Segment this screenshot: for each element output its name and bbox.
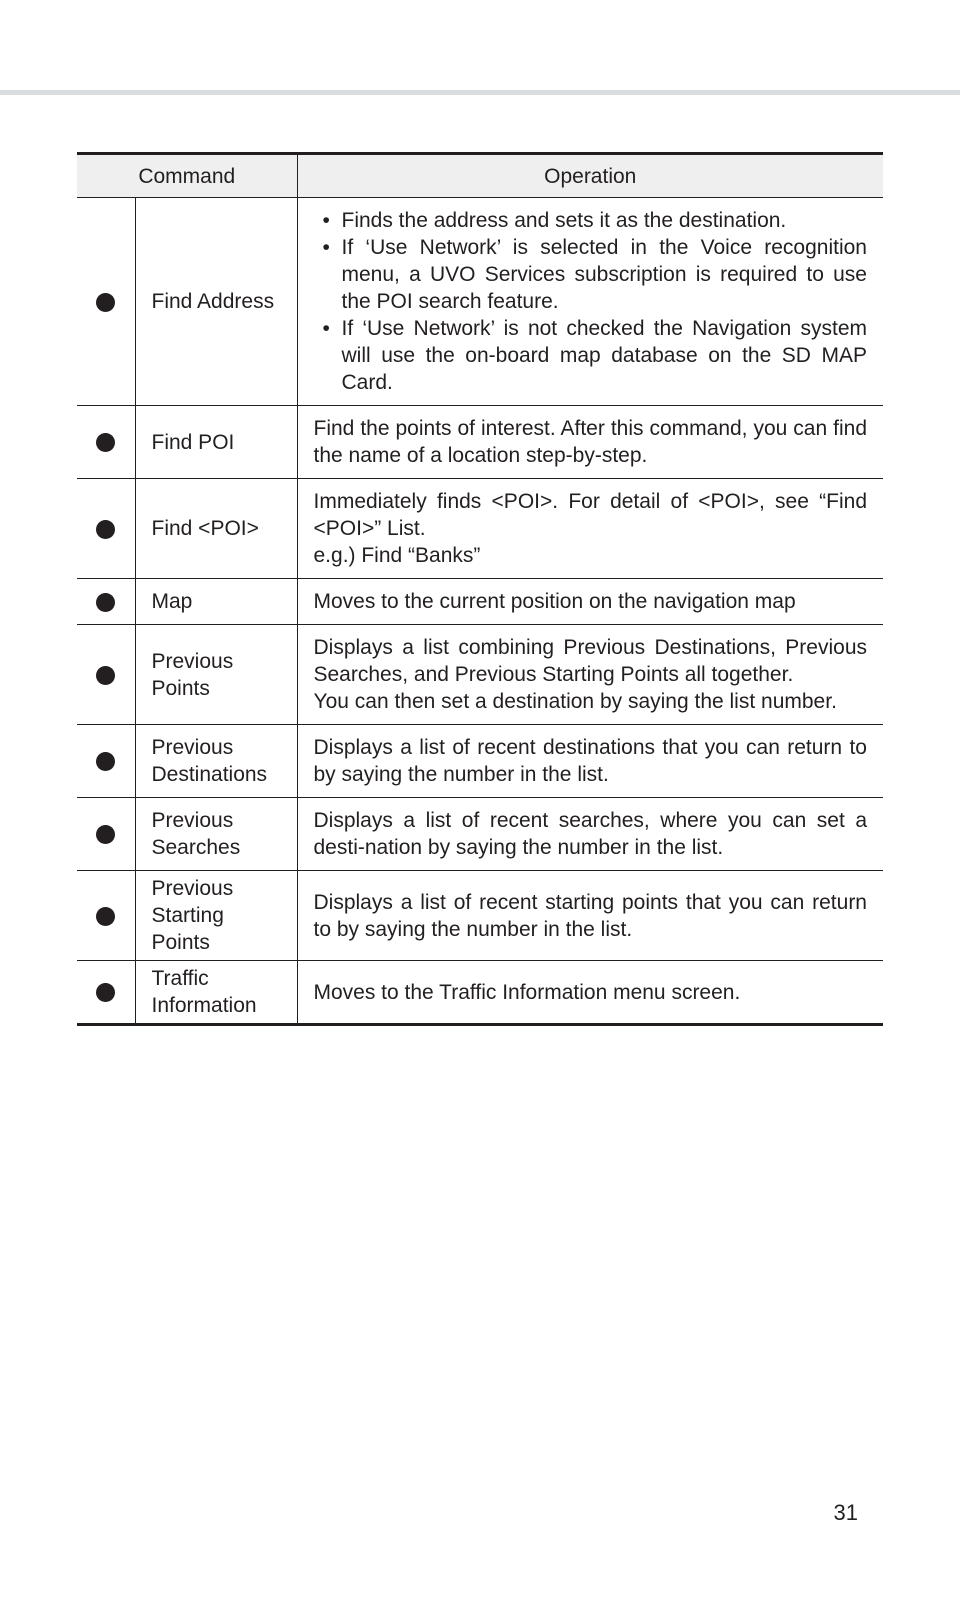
command-label-line: Traffic xyxy=(151,967,209,990)
header-command: Command xyxy=(77,154,297,198)
voice-command-table xyxy=(77,152,883,1026)
command-label-line: Previous xyxy=(151,877,234,900)
operation-text xyxy=(297,871,883,961)
command-label-line: Destinations xyxy=(151,763,268,786)
voice-command-icon xyxy=(96,433,115,452)
table-row xyxy=(77,479,883,579)
operation-line: Displays a list combining Previous Destinations, Previous Searches, and Previous Starting Points all together. xyxy=(313,636,867,686)
operation-line: Moves to the current position on the navigation map xyxy=(313,590,796,613)
voice-command-icon xyxy=(96,293,115,312)
command-label: Find <POI> xyxy=(135,479,297,579)
header-rule xyxy=(0,90,960,95)
command-label-line: Information xyxy=(151,994,257,1017)
operation-line: You can then set a destination by saying the list number. xyxy=(313,690,837,713)
list-item: • If ‘Use Network’ is not checked the Navigation system will use the on-board map database on the SD MAP Card. xyxy=(314,315,868,396)
operation-text xyxy=(297,625,883,725)
table-row xyxy=(77,406,883,479)
voice-command-icon xyxy=(96,907,115,926)
command-label-line: Points xyxy=(151,676,210,700)
table-row xyxy=(77,198,883,406)
operation-text xyxy=(297,798,883,871)
operation-text xyxy=(297,725,883,798)
voice-command-icon xyxy=(96,752,115,771)
command-label-line: Previous xyxy=(151,809,234,832)
page-number: 31 xyxy=(833,1500,858,1525)
command-label-line: Starting xyxy=(151,904,224,927)
voice-command-icon xyxy=(96,666,115,685)
operation-line: Displays a list of recent destinations that you can return to by saying the number in the list. xyxy=(313,736,867,786)
table-row xyxy=(77,798,883,871)
command-label xyxy=(135,871,297,961)
command-label-line: Points xyxy=(151,931,210,954)
command-label: Find Address xyxy=(135,198,297,406)
operation-line: Displays a list of recent searches, where you can set a desti-nation by saying the number in the list. xyxy=(313,809,867,859)
operation-line: Moves to the Traffic Information menu screen. xyxy=(313,980,741,1004)
list-item: • If ‘Use Network’ is selected in the Voice recognition menu, a UVO Services subscription is required to use the POI search feature. xyxy=(314,234,868,315)
command-label xyxy=(135,961,297,1025)
operation-line: Immediately finds <POI>. For detail of <POI>, see “Find <POI>” List. xyxy=(313,490,867,540)
table-row xyxy=(77,961,883,1025)
command-label-line: Searches xyxy=(151,836,241,859)
table-row xyxy=(77,725,883,798)
command-label: Map xyxy=(135,579,297,625)
operation-line: Find the points of interest. After this command, you can find the name of a location step-by-step. xyxy=(313,417,867,467)
list-item: • Finds the address and sets it as the destination. xyxy=(314,207,868,234)
operation-text xyxy=(297,961,883,1025)
voice-command-icon xyxy=(96,983,115,1002)
command-label xyxy=(135,625,297,725)
operation-line: e.g.) Find “Banks” xyxy=(313,544,481,567)
operation-text xyxy=(297,579,883,625)
operation-line: Displays a list of recent starting points that you can return to by saying the number in the list. xyxy=(313,890,867,941)
voice-command-icon xyxy=(96,825,115,844)
table-row xyxy=(77,871,883,961)
operation-text xyxy=(297,198,883,406)
table-header-row xyxy=(77,154,883,198)
table-row xyxy=(77,625,883,725)
voice-command-icon xyxy=(96,593,115,612)
voice-command-icon xyxy=(96,520,115,539)
command-label-line: Previous xyxy=(151,736,234,759)
operation-text xyxy=(297,406,883,479)
table-row xyxy=(77,579,883,625)
operation-text xyxy=(297,479,883,579)
command-label: Find POI xyxy=(135,406,297,479)
header-operation: Operation xyxy=(297,154,883,198)
command-label xyxy=(135,798,297,871)
command-label xyxy=(135,725,297,798)
command-label-line: Previous xyxy=(151,649,234,673)
